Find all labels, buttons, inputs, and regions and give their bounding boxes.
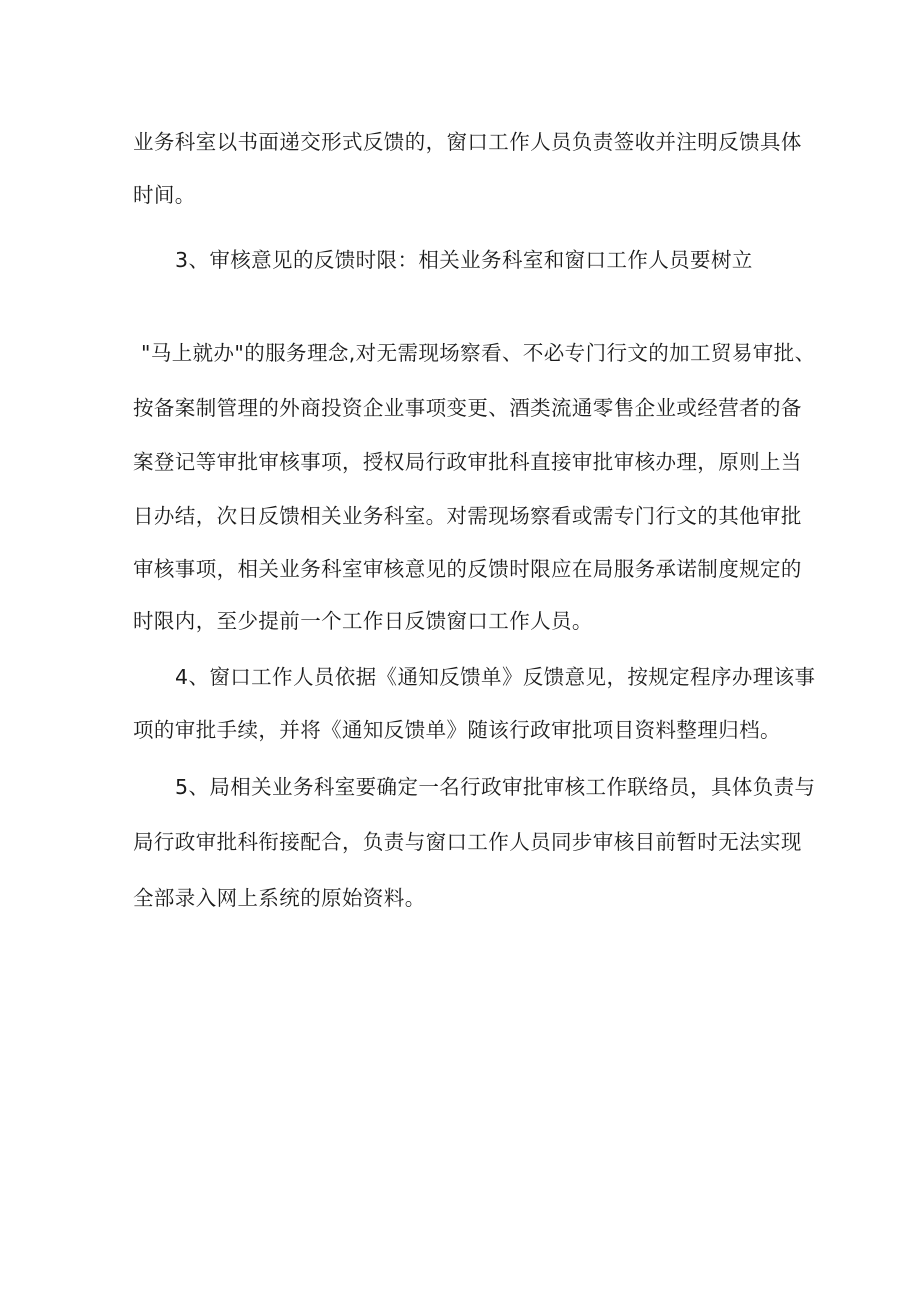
- text-line-14: 全部录入网上系统的原始资料。: [133, 886, 426, 910]
- text-line-12: 5、局相关业务科室要确定一名行政审批审核工作联络员，具体负责与: [175, 775, 816, 799]
- text-line-3: 3、审核意见的反馈时限：相关业务科室和窗口工作人员要树立: [175, 248, 753, 272]
- text-line-11: 项的审批手续，并将《通知反馈单》随该行政审批项目资料整理归档。: [133, 718, 781, 742]
- text-line-10: 4、窗口工作人员依据《通知反馈单》反馈意见，按规定程序办理该事: [175, 665, 816, 689]
- text-line-2: 时间。: [133, 183, 196, 207]
- text-line-8: 审核事项，相关业务科室审核意见的反馈时限应在局服务承诺制度规定的: [133, 557, 802, 581]
- text-line-13: 局行政审批科衔接配合，负责与窗口工作人员同步审核目前暂时无法实现: [133, 830, 802, 854]
- text-line-6: 案登记等审批审核事项，授权局行政审批科直接审批审核办理，原则上当: [133, 450, 802, 474]
- text-line-7: 日办结，次日反馈相关业务科室。对需现场察看或需专门行文的其他审批: [133, 504, 802, 528]
- text-line-5: 按备案制管理的外商投资企业事项变更、酒类流通零售企业或经营者的备: [133, 396, 802, 420]
- text-line-9: 时限内，至少提前一个工作日反馈窗口工作人员。: [133, 609, 593, 633]
- text-line-4: "马上就办"的服务理念,对无需现场察看、不必专门行文的加工贸易审批、: [141, 341, 816, 365]
- text-line-1: 业务科室以书面递交形式反馈的，窗口工作人员负责签收并注明反馈具体: [133, 130, 802, 154]
